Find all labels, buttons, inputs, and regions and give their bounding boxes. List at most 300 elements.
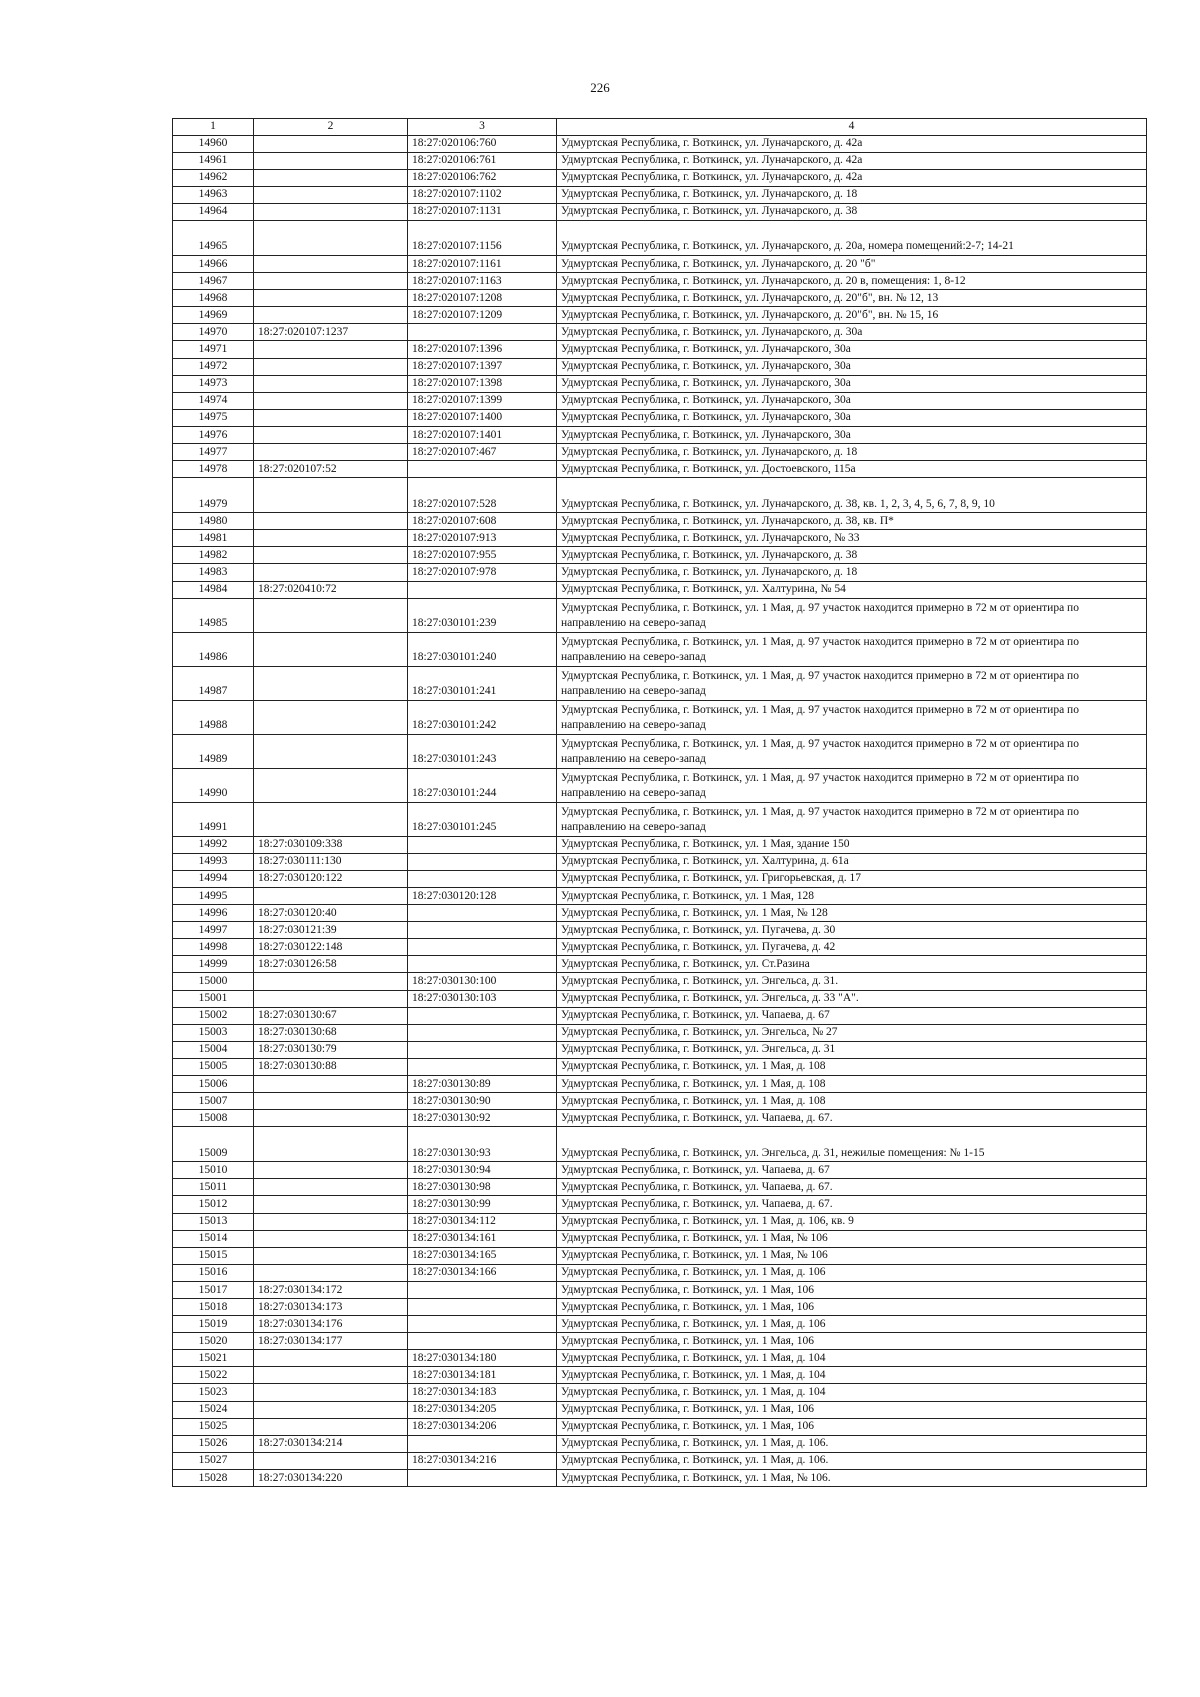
parent-cadastral-number-cell (254, 1213, 408, 1230)
address-cell: Удмуртская Республика, г. Воткинск, ул. 1 Мая, д. 97 участок находится примерно в 72 м от ориентира по направлению на северо-запад (557, 598, 1147, 632)
parent-cadastral-number-cell (254, 1110, 408, 1127)
row-number-cell: 15012 (173, 1196, 254, 1213)
row-number-cell: 15026 (173, 1435, 254, 1452)
table-row (173, 956, 1147, 973)
parent-cadastral-number-cell (254, 1230, 408, 1247)
cadastral-number-cell: 18:27:020107:955 (408, 547, 557, 564)
address-cell: Удмуртская Республика, г. Воткинск, ул. Пугачева, д. 30 (557, 922, 1147, 939)
cadastral-number-cell: 18:27:030101:243 (408, 734, 557, 768)
row-number-cell: 14964 (173, 203, 254, 220)
address-cell: Удмуртская Республика, г. Воткинск, ул. 1 Мая, здание 150 (557, 836, 1147, 853)
address-cell: Удмуртская Республика, г. Воткинск, ул. 1 Мая, д. 104 (557, 1367, 1147, 1384)
cadastral-register-table (172, 118, 1147, 1487)
cadastral-number-cell: 18:27:020107:1102 (408, 186, 557, 203)
cadastral-number-cell (408, 1041, 557, 1058)
table-row (173, 392, 1147, 409)
header-col-3: 3 (408, 119, 557, 136)
header-col-2: 2 (254, 119, 408, 136)
address-cell: Удмуртская Республика, г. Воткинск, ул. Луначарского, д. 20 в, помещения: 1, 8-12 (557, 273, 1147, 290)
row-number-cell: 15025 (173, 1418, 254, 1435)
cadastral-number-cell: 18:27:030130:93 (408, 1127, 557, 1162)
row-number-cell: 14994 (173, 870, 254, 887)
page-number: 226 (590, 80, 610, 95)
row-number-cell: 15013 (173, 1213, 254, 1230)
address-cell: Удмуртская Республика, г. Воткинск, ул. Энгельса, д. 31. (557, 973, 1147, 990)
table-row (173, 530, 1147, 547)
cadastral-number-cell: 18:27:020107:608 (408, 513, 557, 530)
address-cell: Удмуртская Республика, г. Воткинск, ул. Чапаева, д. 67. (557, 1179, 1147, 1196)
cadastral-number-cell: 18:27:030101:242 (408, 700, 557, 734)
table-row (173, 478, 1147, 513)
table-row (173, 1367, 1147, 1384)
parent-cadastral-number-cell: 18:27:030121:39 (254, 922, 408, 939)
table-row (173, 734, 1147, 768)
cadastral-number-cell: 18:27:020107:1399 (408, 392, 557, 409)
address-cell: Удмуртская Республика, г. Воткинск, ул. Луначарского, № 33 (557, 530, 1147, 547)
address-cell: Удмуртская Республика, г. Воткинск, ул. 1 Мая, 128 (557, 887, 1147, 904)
parent-cadastral-number-cell (254, 530, 408, 547)
cadastral-number-cell: 18:27:020106:761 (408, 152, 557, 169)
table-row (173, 1024, 1147, 1041)
cadastral-number-cell: 18:27:030101:244 (408, 768, 557, 802)
row-number-cell: 14976 (173, 426, 254, 443)
row-number-cell: 14986 (173, 632, 254, 666)
cadastral-number-cell (408, 1299, 557, 1316)
address-cell: Удмуртская Республика, г. Воткинск, ул. 1 Мая, № 106. (557, 1469, 1147, 1486)
table-row (173, 1093, 1147, 1110)
parent-cadastral-number-cell (254, 513, 408, 530)
address-cell: Удмуртская Республика, г. Воткинск, ул. 1 Мая, д. 97 участок находится примерно в 72 м от ориентира по направлению на северо-запад (557, 632, 1147, 666)
table-row (173, 973, 1147, 990)
address-cell: Удмуртская Республика, г. Воткинск, ул. Луначарского, д. 20 "б" (557, 255, 1147, 272)
cadastral-number-cell: 18:27:020107:1156 (408, 220, 557, 255)
address-cell: Удмуртская Республика, г. Воткинск, ул. Луначарского, д. 18 (557, 564, 1147, 581)
row-number-cell: 15007 (173, 1093, 254, 1110)
row-number-cell: 14967 (173, 273, 254, 290)
table-row (173, 324, 1147, 341)
parent-cadastral-number-cell (254, 1367, 408, 1384)
address-cell: Удмуртская Республика, г. Воткинск, ул. 1 Мая, д. 97 участок находится примерно в 72 м от ориентира по направлению на северо-запад (557, 700, 1147, 734)
row-number-cell: 15021 (173, 1350, 254, 1367)
table-row (173, 1075, 1147, 1092)
parent-cadastral-number-cell (254, 358, 408, 375)
row-number-cell: 15005 (173, 1058, 254, 1075)
cadastral-number-cell: 18:27:020107:1397 (408, 358, 557, 375)
row-number-cell: 15015 (173, 1247, 254, 1264)
row-number-cell: 14982 (173, 547, 254, 564)
table-row (173, 220, 1147, 255)
cadastral-number-cell: 18:27:030134:181 (408, 1367, 557, 1384)
parent-cadastral-number-cell (254, 632, 408, 666)
table-row (173, 1384, 1147, 1401)
table-row (173, 255, 1147, 272)
table-row (173, 1007, 1147, 1024)
parent-cadastral-number-cell (254, 598, 408, 632)
table-row (173, 1162, 1147, 1179)
cadastral-number-cell: 18:27:020107:1400 (408, 409, 557, 426)
address-cell: Удмуртская Республика, г. Воткинск, ул. 1 Мая, № 106 (557, 1247, 1147, 1264)
cadastral-number-cell (408, 1058, 557, 1075)
parent-cadastral-number-cell: 18:27:030134:176 (254, 1316, 408, 1333)
table-row (173, 1110, 1147, 1127)
cadastral-number-cell: 18:27:020107:1163 (408, 273, 557, 290)
row-number-cell: 15006 (173, 1075, 254, 1092)
cadastral-number-cell: 18:27:020107:1401 (408, 426, 557, 443)
cadastral-number-cell: 18:27:030130:89 (408, 1075, 557, 1092)
parent-cadastral-number-cell (254, 734, 408, 768)
row-number-cell: 15000 (173, 973, 254, 990)
row-number-cell: 15004 (173, 1041, 254, 1058)
address-cell: Удмуртская Республика, г. Воткинск, ул. Энгельса, д. 31, нежилые помещения: № 1-15 (557, 1127, 1147, 1162)
table-row (173, 169, 1147, 186)
row-number-cell: 14968 (173, 290, 254, 307)
cadastral-number-cell: 18:27:020107:978 (408, 564, 557, 581)
parent-cadastral-number-cell: 18:27:020410:72 (254, 581, 408, 598)
cadastral-number-cell (408, 581, 557, 598)
cadastral-number-cell: 18:27:020107:1396 (408, 341, 557, 358)
address-cell: Удмуртская Республика, г. Воткинск, ул. 1 Мая, д. 106 (557, 1316, 1147, 1333)
address-cell: Удмуртская Республика, г. Воткинск, ул. 1 Мая, д. 108 (557, 1075, 1147, 1092)
row-number-cell: 15027 (173, 1452, 254, 1469)
parent-cadastral-number-cell (254, 1162, 408, 1179)
address-cell: Удмуртская Республика, г. Воткинск, ул. Луначарского, 30а (557, 409, 1147, 426)
table-row (173, 1401, 1147, 1418)
row-number-cell: 14990 (173, 768, 254, 802)
address-cell: Удмуртская Республика, г. Воткинск, ул. Халтурина, д. 61а (557, 853, 1147, 870)
address-cell: Удмуртская Республика, г. Воткинск, ул. Чапаева, д. 67 (557, 1162, 1147, 1179)
row-number-cell: 14992 (173, 836, 254, 853)
address-cell: Удмуртская Республика, г. Воткинск, ул. 1 Мая, 106 (557, 1333, 1147, 1350)
parent-cadastral-number-cell: 18:27:030130:68 (254, 1024, 408, 1041)
cadastral-number-cell: 18:27:030134:183 (408, 1384, 557, 1401)
parent-cadastral-number-cell (254, 768, 408, 802)
row-number-cell: 15016 (173, 1264, 254, 1281)
cadastral-number-cell: 18:27:020107:528 (408, 478, 557, 513)
address-cell: Удмуртская Республика, г. Воткинск, ул. 1 Мая, № 106 (557, 1230, 1147, 1247)
address-cell: Удмуртская Республика, г. Воткинск, ул. 1 Мая, д. 104 (557, 1350, 1147, 1367)
address-cell: Удмуртская Республика, г. Воткинск, ул. Луначарского, 30а (557, 358, 1147, 375)
row-number-cell: 14975 (173, 409, 254, 426)
parent-cadastral-number-cell (254, 1075, 408, 1092)
address-cell: Удмуртская Республика, г. Воткинск, ул. Луначарского, д. 18 (557, 186, 1147, 203)
address-cell: Удмуртская Республика, г. Воткинск, ул. 1 Мая, 106 (557, 1299, 1147, 1316)
address-cell: Удмуртская Республика, г. Воткинск, ул. 1 Мая, д. 106. (557, 1435, 1147, 1452)
table-row (173, 700, 1147, 734)
row-number-cell: 14991 (173, 802, 254, 836)
parent-cadastral-number-cell (254, 444, 408, 461)
cadastral-number-cell: 18:27:030130:92 (408, 1110, 557, 1127)
row-number-cell: 14996 (173, 905, 254, 922)
parent-cadastral-number-cell (254, 1452, 408, 1469)
address-cell: Удмуртская Республика, г. Воткинск, ул. Энгельса, д. 33 "А". (557, 990, 1147, 1007)
parent-cadastral-number-cell: 18:27:020107:1237 (254, 324, 408, 341)
parent-cadastral-number-cell: 18:27:030134:173 (254, 1299, 408, 1316)
address-cell: Удмуртская Республика, г. Воткинск, ул. Луначарского, д. 42а (557, 135, 1147, 152)
cadastral-number-cell: 18:27:030130:103 (408, 990, 557, 1007)
row-number-cell: 14993 (173, 853, 254, 870)
cadastral-number-cell: 18:27:030130:99 (408, 1196, 557, 1213)
cadastral-number-cell (408, 956, 557, 973)
table-row (173, 1196, 1147, 1213)
row-number-cell: 14972 (173, 358, 254, 375)
row-number-cell: 15003 (173, 1024, 254, 1041)
parent-cadastral-number-cell (254, 1401, 408, 1418)
cadastral-number-cell: 18:27:020107:1161 (408, 255, 557, 272)
table-row (173, 887, 1147, 904)
address-cell: Удмуртская Республика, г. Воткинск, ул. Энгельса, д. 31 (557, 1041, 1147, 1058)
cadastral-number-cell (408, 853, 557, 870)
table-row (173, 853, 1147, 870)
table-row (173, 358, 1147, 375)
table-row (173, 203, 1147, 220)
parent-cadastral-number-cell: 18:27:030109:338 (254, 836, 408, 853)
row-number-cell: 14970 (173, 324, 254, 341)
parent-cadastral-number-cell (254, 290, 408, 307)
row-number-cell: 15020 (173, 1333, 254, 1350)
table-row (173, 1299, 1147, 1316)
address-cell: Удмуртская Республика, г. Воткинск, ул. Луначарского, д. 20"б", вн. № 12, 13 (557, 290, 1147, 307)
parent-cadastral-number-cell (254, 1127, 408, 1162)
address-cell: Удмуртская Республика, г. Воткинск, ул. 1 Мая, д. 97 участок находится примерно в 72 м от ориентира по направлению на северо-запад (557, 768, 1147, 802)
address-cell: Удмуртская Республика, г. Воткинск, ул. Луначарского, д. 38 (557, 547, 1147, 564)
parent-cadastral-number-cell (254, 1179, 408, 1196)
address-cell: Удмуртская Республика, г. Воткинск, ул. Чапаева, д. 67. (557, 1110, 1147, 1127)
row-number-cell: 15001 (173, 990, 254, 1007)
address-cell: Удмуртская Республика, г. Воткинск, ул. Ст.Разина (557, 956, 1147, 973)
row-number-cell: 15017 (173, 1281, 254, 1298)
parent-cadastral-number-cell (254, 169, 408, 186)
cadastral-number-cell: 18:27:030134:166 (408, 1264, 557, 1281)
table-body (173, 135, 1147, 1487)
address-cell: Удмуртская Республика, г. Воткинск, ул. Энгельса, № 27 (557, 1024, 1147, 1041)
parent-cadastral-number-cell (254, 255, 408, 272)
row-number-cell: 14987 (173, 666, 254, 700)
row-number-cell: 15028 (173, 1469, 254, 1486)
parent-cadastral-number-cell (254, 564, 408, 581)
table-row (173, 939, 1147, 956)
row-number-cell: 15002 (173, 1007, 254, 1024)
parent-cadastral-number-cell: 18:27:030134:177 (254, 1333, 408, 1350)
table-row (173, 409, 1147, 426)
row-number-cell: 14981 (173, 530, 254, 547)
cadastral-number-cell: 18:27:030130:100 (408, 973, 557, 990)
address-cell: Удмуртская Республика, г. Воткинск, ул. Луначарского, 30а (557, 341, 1147, 358)
parent-cadastral-number-cell (254, 152, 408, 169)
table-header-row (173, 119, 1147, 136)
cadastral-number-cell: 18:27:020107:1398 (408, 375, 557, 392)
table-row (173, 870, 1147, 887)
table-row (173, 135, 1147, 152)
table-row (173, 1247, 1147, 1264)
row-number-cell: 14997 (173, 922, 254, 939)
table-row (173, 290, 1147, 307)
parent-cadastral-number-cell (254, 1350, 408, 1367)
table-row (173, 444, 1147, 461)
parent-cadastral-number-cell: 18:27:030120:122 (254, 870, 408, 887)
table-row (173, 152, 1147, 169)
address-cell: Удмуртская Республика, г. Воткинск, ул. Луначарского, д. 20а, номера помещений:2-7; 14-21 (557, 220, 1147, 255)
parent-cadastral-number-cell (254, 666, 408, 700)
address-cell: Удмуртская Республика, г. Воткинск, ул. Луначарского, д. 42а (557, 169, 1147, 186)
parent-cadastral-number-cell (254, 135, 408, 152)
cadastral-number-cell (408, 870, 557, 887)
cadastral-number-cell: 18:27:020106:760 (408, 135, 557, 152)
row-number-cell: 14961 (173, 152, 254, 169)
row-number-cell: 14999 (173, 956, 254, 973)
address-cell: Удмуртская Республика, г. Воткинск, ул. Григорьевская, д. 17 (557, 870, 1147, 887)
row-number-cell: 14971 (173, 341, 254, 358)
address-cell: Удмуртская Республика, г. Воткинск, ул. 1 Мая, д. 106. (557, 1452, 1147, 1469)
table-row (173, 1452, 1147, 1469)
parent-cadastral-number-cell (254, 186, 408, 203)
table-row (173, 307, 1147, 324)
table-row (173, 598, 1147, 632)
cadastral-number-cell: 18:27:030101:245 (408, 802, 557, 836)
table-row (173, 666, 1147, 700)
table-row (173, 581, 1147, 598)
parent-cadastral-number-cell (254, 307, 408, 324)
address-cell: Удмуртская Республика, г. Воткинск, ул. Чапаева, д. 67 (557, 1007, 1147, 1024)
row-number-cell: 14973 (173, 375, 254, 392)
parent-cadastral-number-cell (254, 478, 408, 513)
parent-cadastral-number-cell (254, 700, 408, 734)
table-row (173, 1041, 1147, 1058)
address-cell: Удмуртская Республика, г. Воткинск, ул. Луначарского, 30а (557, 392, 1147, 409)
address-cell: Удмуртская Республика, г. Воткинск, ул. 1 Мая, 106 (557, 1281, 1147, 1298)
parent-cadastral-number-cell (254, 887, 408, 904)
address-cell: Удмуртская Республика, г. Воткинск, ул. 1 Мая, д. 97 участок находится примерно в 72 м от ориентира по направлению на северо-запад (557, 666, 1147, 700)
address-cell: Удмуртская Республика, г. Воткинск, ул. Луначарского, 30а (557, 375, 1147, 392)
parent-cadastral-number-cell (254, 375, 408, 392)
table-row (173, 547, 1147, 564)
parent-cadastral-number-cell (254, 973, 408, 990)
table-row (173, 1350, 1147, 1367)
row-number-cell: 14989 (173, 734, 254, 768)
table-row (173, 836, 1147, 853)
address-cell: Удмуртская Республика, г. Воткинск, ул. Луначарского, д. 38, кв. 1, 2, 3, 4, 5, 6, 7, 8, 9, 10 (557, 478, 1147, 513)
address-cell: Удмуртская Республика, г. Воткинск, ул. 1 Мая, д. 108 (557, 1093, 1147, 1110)
cadastral-number-cell: 18:27:020106:762 (408, 169, 557, 186)
table-row (173, 1058, 1147, 1075)
parent-cadastral-number-cell: 18:27:030122:148 (254, 939, 408, 956)
address-cell: Удмуртская Республика, г. Воткинск, ул. Чапаева, д. 67. (557, 1196, 1147, 1213)
row-number-cell: 14974 (173, 392, 254, 409)
table-row (173, 1316, 1147, 1333)
parent-cadastral-number-cell: 18:27:020107:52 (254, 461, 408, 478)
table-row (173, 1435, 1147, 1452)
row-number-cell: 14960 (173, 135, 254, 152)
row-number-cell: 14965 (173, 220, 254, 255)
cadastral-number-cell (408, 1281, 557, 1298)
parent-cadastral-number-cell: 18:27:030134:220 (254, 1469, 408, 1486)
parent-cadastral-number-cell (254, 1384, 408, 1401)
cadastral-number-cell (408, 1024, 557, 1041)
row-number-cell: 14963 (173, 186, 254, 203)
cadastral-number-cell: 18:27:020107:1208 (408, 290, 557, 307)
parent-cadastral-number-cell (254, 1093, 408, 1110)
address-cell: Удмуртская Республика, г. Воткинск, ул. 1 Мая, 106 (557, 1418, 1147, 1435)
address-cell: Удмуртская Республика, г. Воткинск, ул. Луначарского, д. 18 (557, 444, 1147, 461)
row-number-cell: 14977 (173, 444, 254, 461)
table-row (173, 802, 1147, 836)
row-number-cell: 15022 (173, 1367, 254, 1384)
parent-cadastral-number-cell (254, 802, 408, 836)
table-row (173, 1127, 1147, 1162)
table-row (173, 990, 1147, 1007)
cadastral-number-cell: 18:27:030134:205 (408, 1401, 557, 1418)
address-cell: Удмуртская Республика, г. Воткинск, ул. 1 Мая, 106 (557, 1401, 1147, 1418)
parent-cadastral-number-cell (254, 392, 408, 409)
parent-cadastral-number-cell: 18:27:030130:88 (254, 1058, 408, 1075)
cadastral-number-cell: 18:27:030134:112 (408, 1213, 557, 1230)
address-cell: Удмуртская Республика, г. Воткинск, ул. 1 Мая, д. 108 (557, 1058, 1147, 1075)
row-number-cell: 15023 (173, 1384, 254, 1401)
cadastral-number-cell: 18:27:030134:165 (408, 1247, 557, 1264)
cadastral-number-cell (408, 836, 557, 853)
parent-cadastral-number-cell (254, 273, 408, 290)
row-number-cell: 15011 (173, 1179, 254, 1196)
parent-cadastral-number-cell: 18:27:030130:67 (254, 1007, 408, 1024)
address-cell: Удмуртская Республика, г. Воткинск, ул. Луначарского, д. 20"б", вн. № 15, 16 (557, 307, 1147, 324)
table-row (173, 1418, 1147, 1435)
row-number-cell: 14962 (173, 169, 254, 186)
row-number-cell: 14984 (173, 581, 254, 598)
table-row (173, 426, 1147, 443)
parent-cadastral-number-cell (254, 1196, 408, 1213)
address-cell: Удмуртская Республика, г. Воткинск, ул. 1 Мая, д. 104 (557, 1384, 1147, 1401)
address-cell: Удмуртская Республика, г. Воткинск, ул. Пугачева, д. 42 (557, 939, 1147, 956)
row-number-cell: 15024 (173, 1401, 254, 1418)
cadastral-number-cell: 18:27:020107:913 (408, 530, 557, 547)
cadastral-number-cell: 18:27:030120:128 (408, 887, 557, 904)
parent-cadastral-number-cell (254, 341, 408, 358)
table-row (173, 564, 1147, 581)
row-number-cell: 14988 (173, 700, 254, 734)
parent-cadastral-number-cell: 18:27:030126:58 (254, 956, 408, 973)
row-number-cell: 14995 (173, 887, 254, 904)
cadastral-number-cell (408, 1316, 557, 1333)
address-cell: Удмуртская Республика, г. Воткинск, ул. 1 Мая, д. 106 (557, 1264, 1147, 1281)
table-row (173, 1264, 1147, 1281)
cadastral-number-cell (408, 1007, 557, 1024)
cadastral-number-cell: 18:27:030130:94 (408, 1162, 557, 1179)
row-number-cell: 14969 (173, 307, 254, 324)
header-col-4: 4 (557, 119, 1147, 136)
parent-cadastral-number-cell: 18:27:030120:40 (254, 905, 408, 922)
parent-cadastral-number-cell (254, 547, 408, 564)
cadastral-number-cell (408, 461, 557, 478)
cadastral-number-cell: 18:27:030101:239 (408, 598, 557, 632)
row-number-cell: 15019 (173, 1316, 254, 1333)
cadastral-number-cell: 18:27:030130:90 (408, 1093, 557, 1110)
parent-cadastral-number-cell (254, 1418, 408, 1435)
cadastral-number-cell (408, 324, 557, 341)
parent-cadastral-number-cell (254, 203, 408, 220)
cadastral-number-cell (408, 1469, 557, 1486)
parent-cadastral-number-cell (254, 1264, 408, 1281)
address-cell: Удмуртская Республика, г. Воткинск, ул. 1 Мая, д. 106, кв. 9 (557, 1213, 1147, 1230)
address-cell: Удмуртская Республика, г. Воткинск, ул. Луначарского, д. 38 (557, 203, 1147, 220)
table-row (173, 1333, 1147, 1350)
cadastral-number-cell (408, 1333, 557, 1350)
table-row (173, 513, 1147, 530)
header-col-1: 1 (173, 119, 254, 136)
cadastral-number-cell: 18:27:020107:1209 (408, 307, 557, 324)
table-row (173, 273, 1147, 290)
address-cell: Удмуртская Республика, г. Воткинск, ул. Луначарского, д. 42а (557, 152, 1147, 169)
parent-cadastral-number-cell: 18:27:030134:214 (254, 1435, 408, 1452)
address-cell: Удмуртская Республика, г. Воткинск, ул. 1 Мая, № 128 (557, 905, 1147, 922)
